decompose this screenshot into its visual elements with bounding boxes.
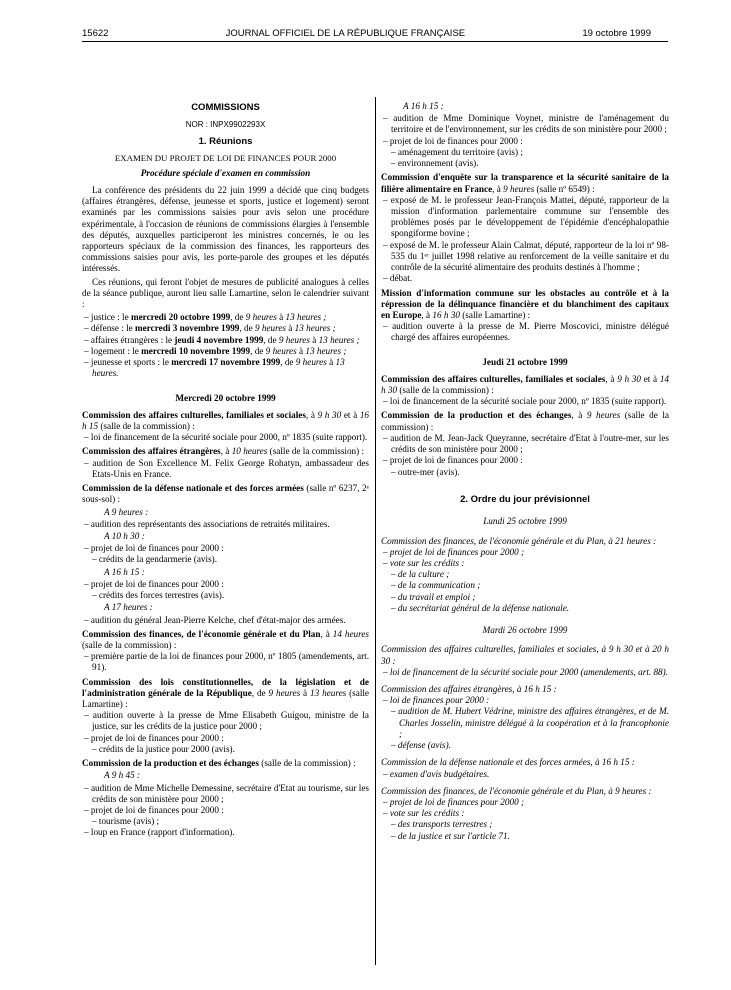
- agenda-item: – projet de loi de finances pour 2000 :: [84, 732, 224, 743]
- agenda-item: – vote sur les crédits :: [383, 558, 465, 569]
- commissions-heading: COMMISSIONS: [191, 102, 260, 113]
- agenda-item: – projet de loi de finances pour 2000 ;: [383, 546, 525, 557]
- agenda-subitem: – audition de M. Hubert Védrine, ministre des affaires étrangères, et de M. Charles Josselin, ministre délégué à la coopération et à la francophonie ;: [391, 706, 669, 739]
- agenda-subitem: – aménagement du territoire (avis) ;: [391, 146, 523, 157]
- agenda-item: – examen d'avis budgétaires.: [383, 768, 490, 779]
- agenda-subitem: – environnement (avis).: [391, 158, 479, 169]
- commission-affaires-etrangeres-heading: Commission des affaires étrangères, à 16 h 15 :: [381, 683, 557, 694]
- commission-affaires-culturelles-heading: Commission des affaires culturelles, familiales et sociales, à 9 h 30 et à 20 h 30 :: [381, 644, 669, 666]
- agenda-item: – loi de financement de la sécurité sociale pour 2000, nº 1835 (suite rapport).: [383, 396, 667, 407]
- agenda-subitem: – outre-mer (avis).: [391, 466, 460, 477]
- procedure-heading: Procédure spéciale d'examen en commission: [140, 167, 311, 178]
- calendar-item: – jeunesse et sports : le mercredi 17 novembre 1999, de 9 heures à 13 heures.: [84, 357, 345, 379]
- agenda-subitem: – crédits des forces terrestres (avis).: [92, 590, 225, 601]
- header-rule: [82, 41, 668, 42]
- agenda-item: – projet de loi de finances pour 2000 :: [383, 135, 523, 146]
- agenda-subitem: – crédits de la gendarmerie (avis).: [92, 554, 217, 565]
- calendar-item: – affaires étrangères : le jeudi 4 novembre 1999, de 9 heures à 13 heures ;: [84, 334, 360, 345]
- commission-affaires-culturelles: Commission des affaires culturelles, familiales et sociales, à 9 h 30 et à 14 h 30 (salle de la commission) :: [381, 373, 670, 396]
- left-column: [82, 100, 369, 839]
- agenda-item: – audition du général Jean-Pierre Kelche, chef d'état-major des armées.: [84, 614, 346, 625]
- agenda-subitem: – du secrétariat général de la défense nationale.: [391, 602, 570, 613]
- agenda-item: – projet de loi de finances pour 2000 :: [84, 805, 224, 815]
- agenda-subitem: – des transports terrestres ;: [391, 819, 493, 830]
- calendar-intro-paragraph: Ces réunions, qui feront l'objet de mesures de publicité analogues à celles de la séance publique, auront lieu salle Lamartine, selon le calendrier suivant :: [82, 276, 369, 310]
- journal-title: JOURNAL OFFICIEL DE LA RÉPUBLIQUE FRANÇAISE: [225, 28, 466, 39]
- nor-reference: NOR : INPX9902293X: [185, 119, 266, 129]
- agenda-subitem: – de la communication ;: [391, 580, 481, 591]
- agenda-item: – audition de Mme Michelle Demessine, secrétaire d'Etat au tourisme, sur les crédits de son ministère pour 2000 ;: [84, 782, 369, 804]
- section-ordre-du-jour-heading: 2. Ordre du jour prévisionnel: [460, 493, 590, 505]
- calendar-item: – justice : le mercredi 20 octobre 1999, de 9 heures à 13 heures ;: [84, 312, 327, 323]
- time-heading: A 16 h 15 :: [403, 101, 444, 111]
- agenda-subitem: – défense (avis).: [391, 740, 451, 751]
- agenda-item: – exposé de M. le professeur Alain Calmat, député, rapporteur de la loi nº 98-535 du 1ᵉʳ juillet 1998 relative au renforcement de la veille sanitaire et du contrôle de la sécurité alimentaire des produits destinés à l'homme ;: [383, 239, 669, 273]
- mission-information-delinquance: Mission d'information commune sur les obstacles au contrôle et à la répression de la délinquance financière et du blanchiment des capitaux en Europe, à 16 h 30 (salle Lamartine) :: [381, 287, 669, 320]
- agenda-item: – loi de financement de la sécurité sociale pour 2000 (amendements, art. 88).: [383, 666, 669, 677]
- commission-production: Commission de la production et des échanges (salle de la commission) :: [82, 758, 356, 769]
- agenda-item: – projet de loi de finances pour 2000 :: [84, 578, 224, 589]
- commission-finances-heading: Commission des finances, de l'économie générale et du Plan, à 21 heures :: [381, 535, 657, 546]
- calendar-item: – défense : le mercredi 3 novembre 1999, de 9 heures à 13 heures ;: [84, 323, 336, 334]
- agenda-item: – projet de loi de finances pour 2000 ;: [383, 796, 525, 807]
- page-number: 15622: [82, 28, 109, 39]
- commission-affaires-etrangeres: Commission des affaires étrangères, à 10 heures (salle de la commission) :: [82, 446, 365, 457]
- examen-heading: EXAMEN DU PROJET DE LOI DE FINANCES POUR 2000: [114, 152, 337, 163]
- commission-production: Commission de la production et des échanges, à 9 heures (salle de la commission) :: [381, 410, 670, 432]
- day-heading: Mercredi 20 octobre 1999: [175, 392, 276, 403]
- agenda-item: – débat.: [383, 273, 413, 284]
- agenda-item: – loi de finances pour 2000 :: [383, 695, 490, 706]
- day-heading: Mardi 26 octobre 1999: [482, 625, 568, 636]
- column-divider: [375, 97, 376, 965]
- agenda-item: – audition ouverte à la presse de Mme Elisabeth Guigou, ministre de la justice, sur les crédits de la justice pour 2000 ;: [84, 710, 369, 732]
- agenda-item: – audition de M. Jean-Jack Queyranne, secrétaire d'Etat à l'outre-mer, sur les crédits de son ministère pour 2000 ;: [383, 432, 669, 455]
- agenda-item: – projet de loi de finances pour 2000 :: [383, 455, 523, 466]
- intro-paragraph: La conférence des présidents du 22 juin 1999 a décidé que cinq budgets (affaires étrangères, défense, jeunesse et sports, justice et logement) seront examinés par les commissions saisies pour avis selon une procédure expérimentale, à l'occasion de réunions de commissions élargies à l'ensemble des députés, auxquelles participeront les ministres concernés, le ou les rapporteurs spéciaux de la commission des finances, les rapporteurs des commissions saisies pour avis, les porte-parole des groupes et les députés intéressés.: [82, 184, 369, 274]
- agenda-item: – loi de financement de la sécurité sociale pour 2000, nº 1835 (suite rapport).: [84, 432, 368, 443]
- right-column: [381, 100, 669, 842]
- agenda-item: – audition ouverte à la presse de M. Pierre Moscovici, ministre délégué chargé des affaires européennes.: [383, 321, 669, 343]
- agenda-subitem: – tourisme (avis) ;: [92, 816, 160, 827]
- agenda-item: – projet de loi de finances pour 2000 :: [84, 543, 224, 554]
- agenda-item: – audition des représentants des associations de retraités militaires.: [84, 518, 330, 529]
- day-heading: Lundi 25 octobre 1999: [483, 516, 567, 527]
- agenda-item: – loup en France (rapport d'information).: [84, 827, 235, 838]
- agenda-item: – audition de Son Excellence M. Felix George Rohatyn, ambassadeur des Etats-Unis en France.: [84, 457, 369, 479]
- agenda-item: – audition de Mme Dominique Voynet, ministre de l'aménagement du territoire et de l'environnement, sur les crédits de son ministère pour 2000 ;: [383, 113, 669, 135]
- time-heading: A 10 h 30 :: [104, 530, 145, 541]
- day-heading: Jeudi 21 octobre 1999: [482, 356, 568, 367]
- commission-enquete-securite-sanitaire: Commission d'enquête sur la transparence et la sécurité sanitaire de la filière alimentaire en France, à 9 heures (salle nº 6549) :: [381, 172, 669, 194]
- agenda-item: – exposé de M. le professeur Jean-François Mattei, député, rapporteur de la mission d'information parlementaire commune sur l'ensemble des problèmes posés par le développement de l'épidémie d'encéphalopathie spongiforme bovine ;: [383, 194, 669, 239]
- time-heading: A 17 heures :: [104, 602, 153, 613]
- agenda-subitem: – du travail et emploi ;: [391, 591, 476, 602]
- page-header: [82, 28, 651, 42]
- commission-defense: Commission de la défense nationale et des forces armées (salle nº 6237, 2ᵉ sous-sol) :: [82, 483, 369, 505]
- issue-date: 19 octobre 1999: [582, 28, 651, 39]
- time-heading: A 9 heures :: [104, 506, 149, 517]
- commission-affaires-culturelles: Commission des affaires culturelles, familiales et sociales, à 9 h 30 et à 16 h 15 (salle de la commission) :: [82, 409, 369, 431]
- agenda-item: – vote sur les crédits :: [383, 808, 465, 819]
- calendar-list: [82, 312, 369, 379]
- commission-finances-heading: Commission des finances, de l'économie générale et du Plan, à 9 heures :: [381, 785, 652, 796]
- agenda-item: – première partie de la loi de finances pour 2000, nº 1805 (amendements, art. 91).: [84, 651, 369, 673]
- commission-lois: Commission des lois constitutionnelles, de la législation et de l'administration générale de la République, de 9 heures à 13 heures (salle Lamartine) :: [82, 676, 370, 710]
- commission-finances: Commission des finances, de l'économie générale et du Plan, à 14 heures (salle de la commission) :: [82, 628, 369, 650]
- agenda-subitem: – de la culture ;: [391, 569, 450, 580]
- agenda-subitem: – crédits de la justice pour 2000 (avis).: [92, 743, 235, 754]
- section-reunions-heading: 1. Réunions: [198, 136, 253, 148]
- calendar-item: – logement : le mercredi 10 novembre 1999, de 9 heures à 13 heures ;: [84, 345, 347, 356]
- commission-defense-heading: Commission de la défense nationale et des forces armées, à 16 h 15 :: [381, 757, 635, 768]
- agenda-subitem: – de la justice et sur l'article 71.: [391, 830, 510, 841]
- time-heading: A 9 h 45 :: [104, 770, 141, 781]
- time-heading: A 16 h 15 :: [104, 566, 145, 577]
